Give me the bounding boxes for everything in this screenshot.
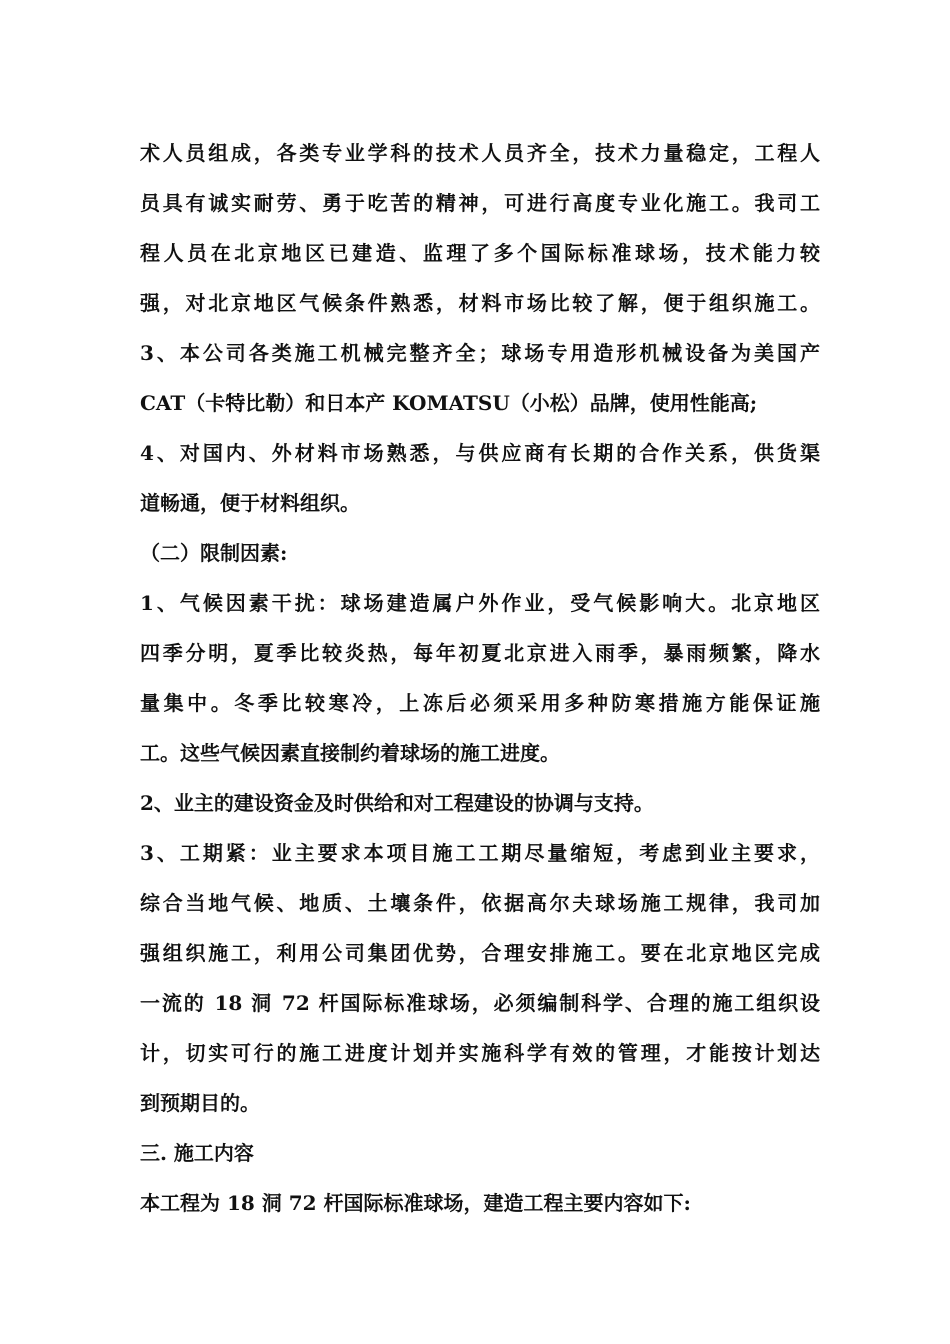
section-heading: 三. 施工内容	[140, 1141, 254, 1165]
text-line: 到预期目的。	[140, 1091, 260, 1115]
text-line: 强，对北京地区气候条件熟悉，材料市场比较了解，便于组织施工。	[140, 291, 820, 315]
text-line: 量集中。冬季比较寒冷，上冻后必须采用多种防寒措施方能保证施	[140, 691, 820, 715]
text-line: 3、工期紧：业主要求本项目施工工期尽量缩短，考虑到业主要求，	[140, 841, 820, 865]
text-line: 2、业主的建设资金及时供给和对工程建设的协调与支持。	[140, 791, 654, 815]
text-line: 本工程为 18 洞 72 杆国际标准球场，建造工程主要内容如下:	[140, 1191, 691, 1215]
text-line: 道畅通，便于材料组织。	[140, 491, 360, 515]
text-line: 4、对国内、外材料市场熟悉，与供应商有长期的合作关系，供货渠	[140, 441, 820, 465]
text-line: 一流的 18 洞 72 杆国际标准球场，必须编制科学、合理的施工组织设	[140, 991, 820, 1015]
text-line: 3、本公司各类施工机械完整齐全；球场专用造形机械设备为美国产	[140, 341, 820, 365]
text-line: 程人员在北京地区已建造、监理了多个国际标准球场，技术能力较	[140, 241, 820, 265]
body-text	[140, 128, 820, 1228]
text-line: 术人员组成，各类专业学科的技术人员齐全，技术力量稳定，工程人	[140, 141, 820, 165]
text-line: 综合当地气候、地质、土壤条件，依据高尔夫球场施工规律，我司加	[140, 891, 820, 915]
text-line: CAT（卡特比勒）和日本产 KOMATSU（小松）品牌，使用性能高;	[140, 391, 758, 415]
text-line: 工。这些气候因素直接制约着球场的施工进度。	[140, 741, 560, 765]
text-line: 强组织施工，利用公司集团优势，合理安排施工。要在北京地区完成	[140, 941, 820, 965]
text-line: 计，切实可行的施工进度计划并实施科学有效的管理，才能按计划达	[140, 1041, 820, 1065]
text-line: 1、气候因素干扰：球场建造属户外作业，受气候影响大。北京地区	[140, 591, 820, 615]
section-heading: （二）限制因素:	[140, 541, 288, 565]
text-line: 员具有诚实耐劳、勇于吃苦的精神，可进行高度专业化施工。我司工	[140, 191, 820, 215]
text-line: 四季分明，夏季比较炎热，每年初夏北京进入雨季，暴雨频繁，降水	[140, 641, 820, 665]
